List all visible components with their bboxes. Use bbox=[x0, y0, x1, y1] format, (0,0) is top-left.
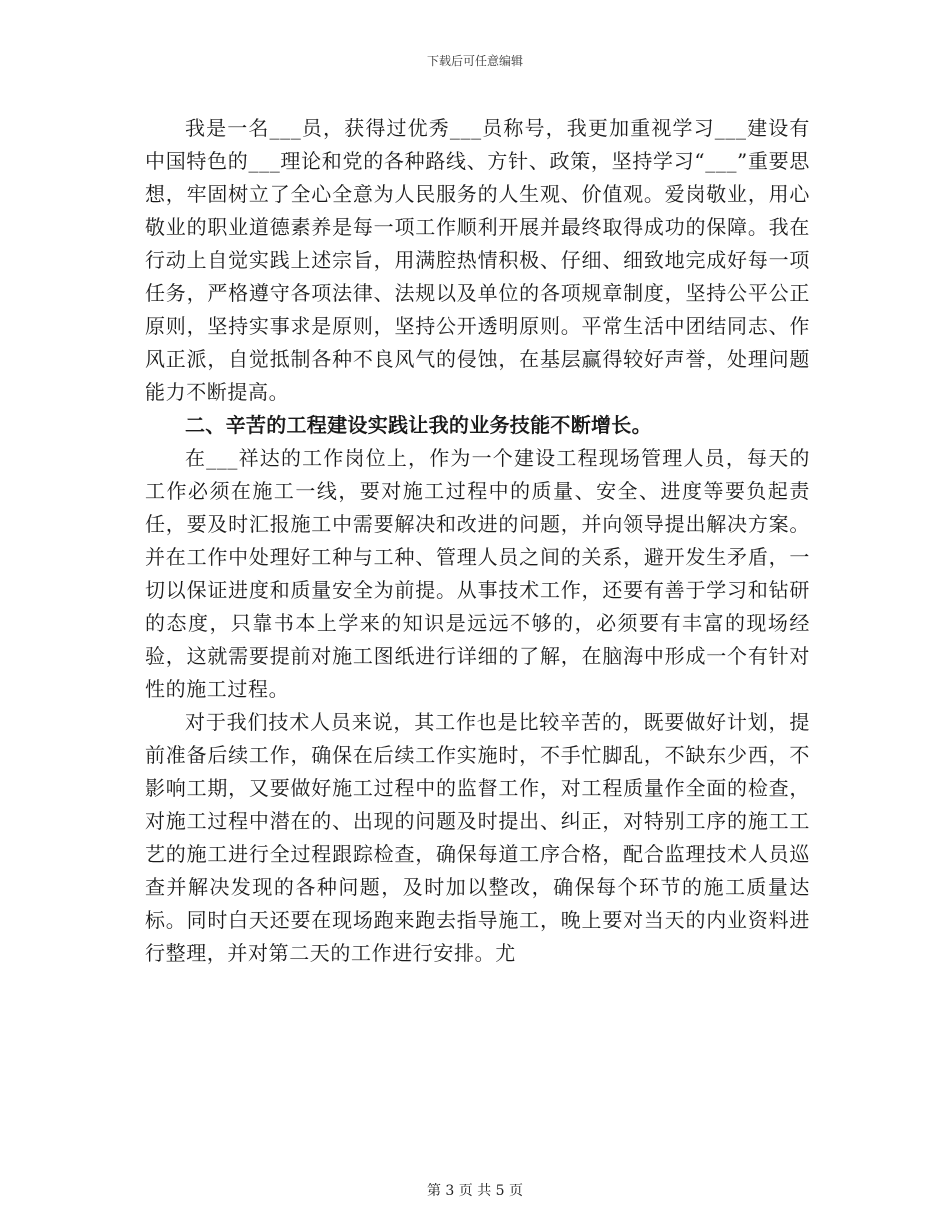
document-body bbox=[145, 112, 810, 970]
paragraph-political-study: 我是一名___员，获得过优秀___员称号，我更加重视学习___建设有中国特色的___理论和党的各种路线、方针、政策，坚持学习“___”重要思想，牢固树立了全心全意为人民服务的人生观、价值观。爱岗敬业，用心敬业的职业道德素养是每一项工作顺利开展并最终取得成功的保障。我在行动上自觉实践上述宗旨，用满腔热情积极、仔细、细致地完成好每一项任务，严格遵守各项法律、法规以及单位的各项规章制度，坚持公平公正原则，坚持实事求是原则，坚持公开透明原则。平常生活中团结同志、作风正派，自觉抵制各种不良风气的侵蚀，在基层赢得较好声誉，处理问题能力不断提高。 bbox=[145, 116, 810, 404]
page-number: 第 3 页 共 5 页 bbox=[426, 1183, 524, 1199]
section-heading-2: 二、辛苦的工程建设实践让我的业务技能不断增长。 bbox=[185, 413, 652, 437]
page-header: 下载后可任意编辑 bbox=[426, 54, 523, 68]
paragraph-site-management: 在___祥达的工作岗位上，作为一个建设工程现场管理人员，每天的工作必须在施工一线，要对施工过程中的质量、安全、进度等要负起责任，要及时汇报施工中需要解决和改进的问题，并向领导提出解决方案。并在工作中处理好工种与工种、管理人员之间的关系，避开发生矛盾，一切以保证进度和质量安全为前提。从事技术工作，还要有善于学习和钻研的态度，只靠书本上学来的知识是远远不够的，必须要有丰富的现场经验，这就需要提前对施工图纸进行详细的了解，在脑海中形成一个有针对性的施工过程。 bbox=[145, 446, 810, 701]
paragraph-technical-work: 对于我们技术人员来说，其工作也是比较辛苦的，既要做好计划，提前准备后续工作，确保在后续工作实施时，不手忙脚乱，不缺东少西，不影响工期，又要做好施工过程中的监督工作，对工程质量作全面的检查，对施工过程中潜在的、出现的问题及时提出、纠正，对特别工序的施工工艺的施工进行全过程跟踪检查，确保每道工序合格，配合监理技术人员巡查并解决发现的各种问题，及时加以整改，确保每个环节的施工质量达标。同时白天还要在现场跑来跑去指导施工，晚上要对当天的内业资料进行整理，并对第二天的工作进行安排。尤 bbox=[145, 710, 810, 965]
